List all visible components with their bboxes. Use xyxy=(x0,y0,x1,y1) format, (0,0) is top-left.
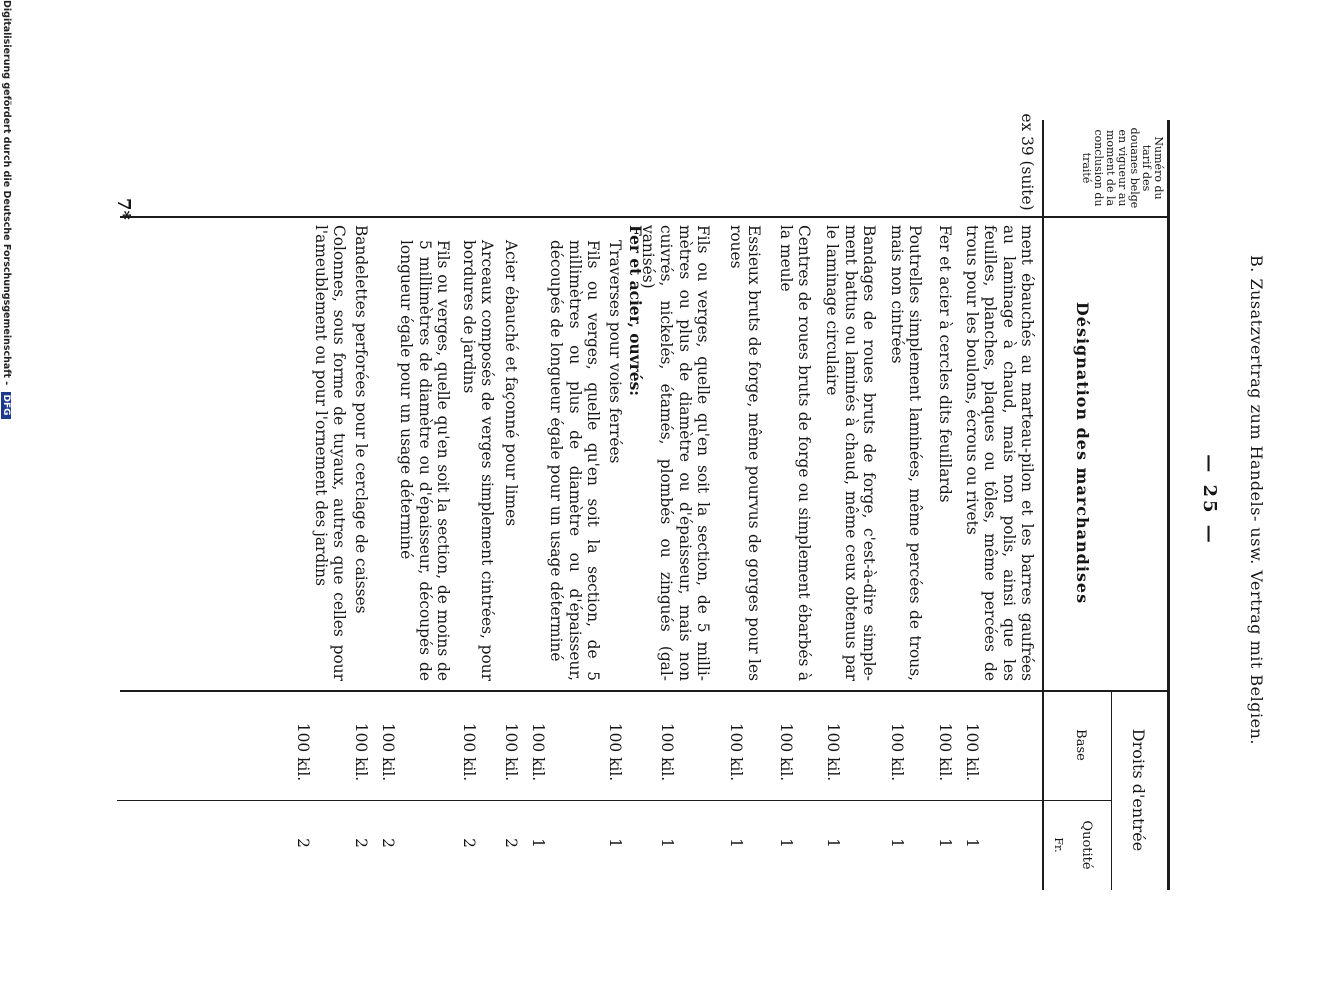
row-quotite: 1 xyxy=(963,838,981,848)
row-base: 100 kil. xyxy=(824,722,842,782)
row-base: 100 kil. xyxy=(460,722,478,782)
column-divider-numero xyxy=(120,216,1170,218)
row-quotite: 1 xyxy=(824,838,842,848)
row-quotite: 2 xyxy=(294,838,312,848)
row-base: 100 kil. xyxy=(888,722,906,782)
row-quotite: 1 xyxy=(727,838,745,848)
section-heading: Fer et acier, ouvrés: xyxy=(626,225,644,396)
row-quotite: 2 xyxy=(352,838,370,848)
header-quotite: Quotité xyxy=(1079,820,1094,870)
column-divider-base xyxy=(117,800,1112,801)
row-designation: Arceaux composés de verges simplement cintrées, pour bordures de jardins xyxy=(459,240,496,681)
row-quotite: 2 xyxy=(502,838,520,848)
row-designation: Bandages de roues bruts de forge, c'est-à-dire simplement battus ou laminés à chaud, même ceux obtenus par le laminage circulaire xyxy=(823,225,878,681)
row-quotite: 2 xyxy=(460,838,478,848)
row-designation: Essieux bruts de forge, même pourvus de gorges pour les roues xyxy=(726,225,763,681)
row-base: 100 kil. xyxy=(727,722,745,782)
header-numero: Numéro du tarif des douanes belge en vigueur au moment de la conclusion du traité xyxy=(1080,127,1165,209)
row-base: 100 kil. xyxy=(606,722,624,782)
table-top-rule xyxy=(1167,120,1170,890)
row-designation: Fer et acier à cercles dits feuillards xyxy=(936,225,954,503)
header-base: Base xyxy=(1073,729,1088,761)
row-designation: Fils ou verges, quelle qu'en soit la section, de moins de 5 millimètres de diamètre ou d'épaisseur, découpés de longueur égale pour un usage déterminé xyxy=(397,240,452,681)
row-designation: Traverses pour voies ferrées xyxy=(606,240,624,464)
header-designation: Désignation des marchandises xyxy=(1073,301,1092,605)
row-base: 100 kil. xyxy=(658,722,676,782)
row-base: 100 kil. xyxy=(529,722,547,782)
row-designation: Fils ou verges, quelle qu'en soit la section, de 5 millimètres ou plus de diamètre ou d'épaisseur, mais non cuivrés, nickelés, étamés, plombés ou zingués (galvanisés) xyxy=(638,225,712,681)
header-fr: Fr. xyxy=(1052,837,1065,853)
row-base: 100 kil. xyxy=(777,722,795,782)
row-quotite: 1 xyxy=(606,838,624,848)
row-quotite: 1 xyxy=(529,838,547,848)
row-base: 100 kil. xyxy=(936,722,954,782)
row-base: 100 kil. xyxy=(502,722,520,782)
footer-text: Digitalisierung gefördert durch die Deutsche Forschungsgemeinschaft - xyxy=(1,0,12,386)
header-droits: Droits d'entrée xyxy=(1129,728,1148,852)
dfg-logo: DFG xyxy=(1,392,11,419)
row-base: 100 kil. xyxy=(379,722,397,782)
row-designation: Poutrelles simplement laminées, même percées de trous, mais non cintrées xyxy=(887,225,924,681)
row-designation: Bandelettes perforées pour le cerclage de caisses xyxy=(352,225,370,614)
page-number: — 25 — xyxy=(1199,454,1220,546)
column-divider-designation xyxy=(120,690,1170,692)
signature-mark: 7* xyxy=(113,198,134,220)
running-title: B. Zusatzvertrag zum Handels- usw. Vertrag mit Belgien. xyxy=(1247,255,1266,745)
droits-subheader-rule xyxy=(1111,690,1112,890)
row-designation: Fils ou verges, quelle qu'en soit la section, de 5 millimètres ou plus de diamètre ou d'épaisseur, découpés de longueur égale pour un usage déterminé xyxy=(547,240,602,681)
row-designation: ment ébauchés au marteau-pilon et les barres gaufrées au laminage à chaud, mais non polis, ainsi que les feuilles, planches, plaques ou tôles, même percées de trous pour les boulons, écrous ou rivets xyxy=(962,225,1036,681)
table-header-bottom-rule xyxy=(1043,120,1045,890)
row-base: 100 kil. xyxy=(963,722,981,782)
row-quotite: 1 xyxy=(777,838,795,848)
row-numero: ex 39 (suite) xyxy=(1018,113,1036,211)
digitization-footer xyxy=(1,0,12,1000)
row-quotite: 1 xyxy=(658,838,676,848)
row-designation: Colonnes, sous forme de tuyaux, autres que celles pour l'ameublement ou pour l'ornement des jardins xyxy=(311,225,348,681)
row-designation: Centres de roues bruts de forge ou simplement ébarbés à la meule xyxy=(776,225,813,681)
row-quotite: 1 xyxy=(936,838,954,848)
row-designation: Acier ébauché et façonné pour limes xyxy=(502,240,520,527)
row-base: 100 kil. xyxy=(352,722,370,782)
row-quotite: 2 xyxy=(379,838,397,848)
row-base: 100 kil. xyxy=(294,722,312,782)
row-quotite: 1 xyxy=(888,838,906,848)
